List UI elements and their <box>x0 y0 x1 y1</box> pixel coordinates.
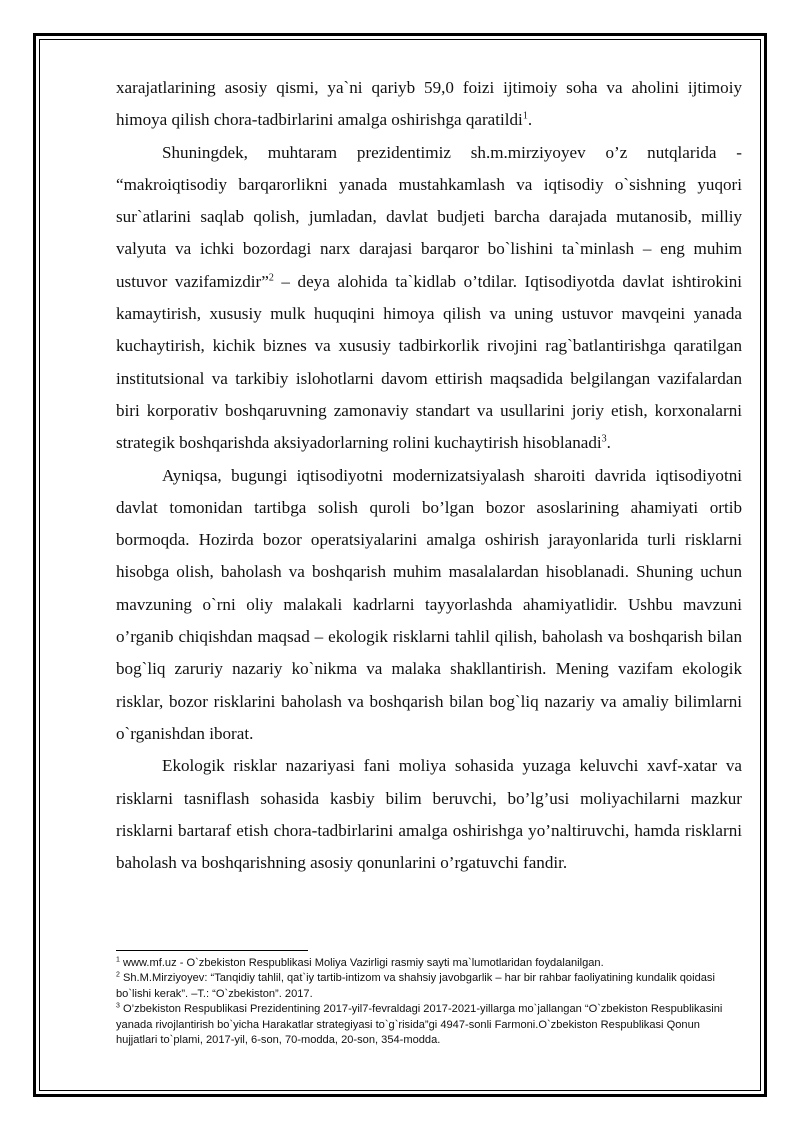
footnote-2 <box>116 971 744 1002</box>
document-body <box>116 72 742 879</box>
footnote-number: 1 <box>116 956 120 964</box>
paragraph-text: Ayniqsa, bugungi iqtisodiyotni modernizatsiyalash sharoiti davrida iqtisodiyotni davlat tomonidan tartibga solish quroli bo’lgan bozor asoslarining ahamiyati ortib bormoqda. Hozirda bozor operatsiyalarini amalga oshirish jarayonlarida turli risklarni hisobga olish, baholash va boshqarish muhim masalalardan hisoblanadi. Shuning uchun mavzuning o`rni oliy malakali kadrlarni tayyorlashda ahamiyatlidir. Ushbu mavzuni o’rganib chiqishdan maqsad – ekologik risklarni tahlil qilish, baholash va boshqarish bilan bog`liq zaruriy nazariy ko`nikma va malaka shakllantirish. Mening vazifam ekologik risklar, bozor risklarini baholash va boshqarish bilan bog`liq nazariy va amaliy bilimlarni o`rganishdan iborat. <box>116 465 742 743</box>
footnote-ref: 3 <box>601 433 607 445</box>
paragraph-text: Shuningdek, muhtaram prezidentimiz sh.m.mirziyoyev o’z nutqlarida - “makroiqtisodiy barqarorlikni yanada mustahkamlash va iqtisodiy o`sishning yuqori sur`atlarini saqlab qolish, jumladan, davlat budjeti barcha darajada mutanosib, milliy valyuta va ichki bozordagi narx darajasi barqaror bo`lishini ta`minlash – eng muhim ustuvor vazifamizdir” <box>116 142 742 291</box>
footnote-text: O’zbekiston Respublikasi Prezidentining 2017-yil7-fevraldagi 2017-2021-yillarga mo`jallangan “O`zbekiston Respublikasini yanada rivojlantirish bo`yicha Harakatlar strategiyasi to`g`risida”gi 4947-sonli Farmoni.O`zbekiston Respublikasi Qonun hujjatlari to`plami, 2017-yil, 6-son, 70-modda, 20-son, 354-modda. <box>116 1003 723 1047</box>
paragraph-text: xarajatlarining asosiy qismi, ya`ni qariyb 59,0 foizi ijtimoiy soha va aholini ijtimoiy himoya qilish chora-tadbirlarini amalga oshirishga qaratildi <box>116 78 742 130</box>
paragraph-text: Ekologik risklar nazariyasi fani moliya sohasida yuzaga keluvchi xavf-xatar va risklarni tasniflash sohasida kasbiy bilim beruvchi, bo’lg’usi moliyachilarni mazkur risklarni bartaraf etish chora-tadbirlarini amalga oshirishga yo’naltiruvchi, hamda risklarni baholash va boshqarishning asosiy qonunlarini o’rgatuvchi fandir. <box>116 756 742 873</box>
footnotes <box>116 956 744 1048</box>
footnote-number: 2 <box>116 971 120 979</box>
footnote-3 <box>116 1002 744 1048</box>
footnote-text: www.mf.uz - O`zbekiston Respublikasi Moliya Vazirligi rasmiy sayti ma`lumotlaridan foydalanilgan. <box>119 957 604 969</box>
paragraph-text: . <box>527 110 533 130</box>
paragraph-2 <box>116 137 742 460</box>
footnote-number: 3 <box>116 1002 120 1010</box>
footnote-ref: 2 <box>268 272 274 284</box>
footnote-ref: 1 <box>522 110 528 122</box>
paragraph-1 <box>116 72 742 137</box>
paragraph-text: – deya alohida ta`kidlab o’tdilar. Iqtisodiyotda davlat ishtirokini kamaytirish, xususiy mulk huquqini himoya qilish va uning ustuvor mavqeini yanada kuchaytirish, kichik biznes va xususiy tadbirkorlik rivojini rag`batlantirishga qaratilgan institutsional va tarkibiy islohotlarni davom ettirish maqsadida belgilangan vazifalardan biri korporativ boshqaruvning zamonaviy standart va usullarini joriy etish, korxonalarni strategik boshqarishda aksiyadorlarning rolini kuchaytirish hisoblanadi <box>116 271 742 453</box>
footnote-separator <box>116 950 308 951</box>
paragraph-text: . <box>606 433 611 453</box>
paragraph-4 <box>116 750 742 879</box>
footnote-1 <box>116 956 744 971</box>
footnote-text: Sh.M.Mirziyoyev: “Tanqidiy tahlil, qat`iy tartib-intizom va shahsiy javobgarlik – har bir rahbar faoliyatining kundalik qoidasi bo`lishi kerak”. –T.: “O`zbekiston”. 2017. <box>116 972 715 1000</box>
paragraph-3 <box>116 460 742 751</box>
